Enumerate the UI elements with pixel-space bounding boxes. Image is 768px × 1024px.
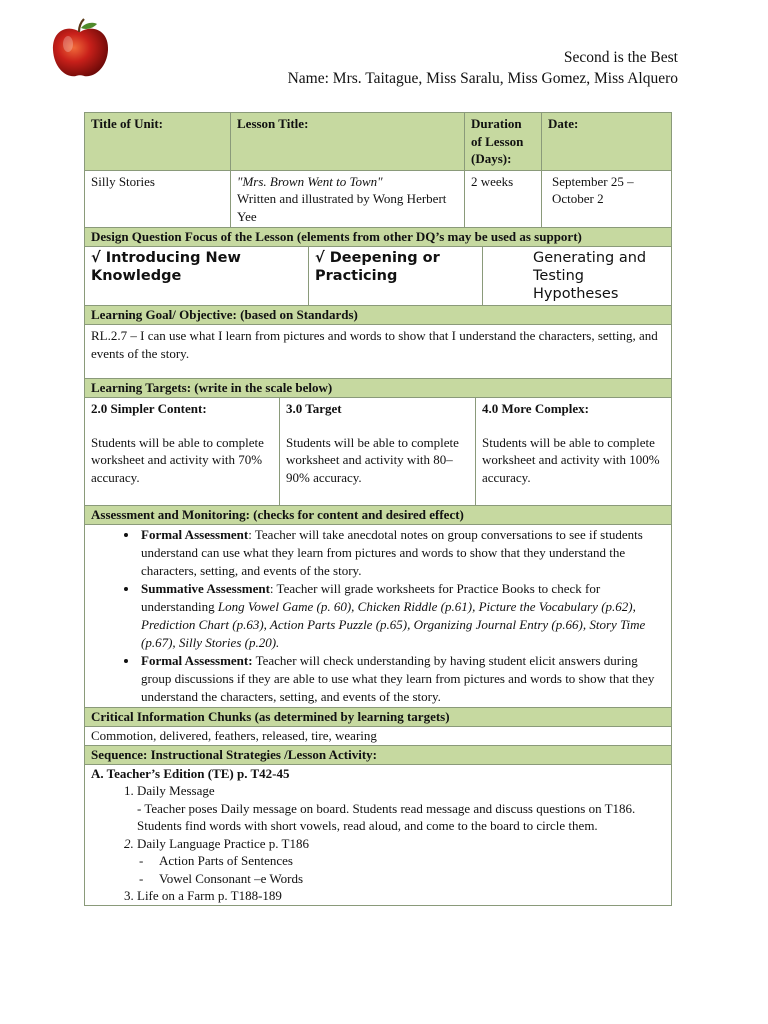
design-question-table xyxy=(84,228,672,306)
target-complex xyxy=(476,398,672,506)
header-names: Name: Mrs. Taitague, Miss Saralu, Miss Gomez, Miss Alquero xyxy=(287,70,678,87)
date-value: September 25 – October 2 xyxy=(542,170,672,228)
assessment-label: Formal Assessment xyxy=(141,527,249,542)
header-date: Date: xyxy=(542,113,672,171)
sequence-item-title: Daily Message xyxy=(137,783,215,798)
sequence-item xyxy=(137,835,665,888)
sequence-subitem-text: Action Parts of Sentences xyxy=(159,853,293,868)
assessment-item xyxy=(139,580,665,652)
critical-info-table xyxy=(84,708,672,746)
sequence-item xyxy=(137,782,665,835)
target-target-text: Students will be able to complete worksheet and activity with 80–90% accuracy. xyxy=(286,434,459,485)
duration-value: 2 weeks xyxy=(465,170,542,228)
assessment-table xyxy=(84,506,672,708)
lesson-title-cell xyxy=(231,170,465,228)
unit-table xyxy=(84,112,672,228)
learning-targets-table xyxy=(84,379,672,506)
sequence-subitem-text: Vowel Consonant –e Words xyxy=(159,870,303,886)
sequence-item-detail: - Teacher poses Daily message on board. Students read message and discuss questions on T186. Students find words with short vowels, read aloud, and come to the board to circle them. xyxy=(137,800,636,833)
apple-icon xyxy=(50,18,110,80)
assessment-text: : Teacher will grade worksheets for Practice Books to check for understanding xyxy=(141,581,601,614)
critical-info-text: Commotion, delivered, feathers, released, tire, wearing xyxy=(85,727,672,746)
assessment-worksheets: Long Vowel Game (p. 60), Chicken Riddle (p.61), Picture the Vocabulary (p.62), Prediction Chart (p.63), Action Parts Puzzle (p.65), Organizing Journal Entry (p.66), Story Time (p.67), Silly Stories (p.20). xyxy=(141,599,646,650)
target-simpler-title: 2.0 Simpler Content: xyxy=(91,401,207,416)
target-simpler-text: Students will be able to complete worksheet and activity with 70% accuracy. xyxy=(91,434,264,485)
assessment-item xyxy=(139,526,665,580)
sequence-list xyxy=(91,782,665,905)
dq-option-introducing: √ Introducing New Knowledge xyxy=(85,247,309,306)
assessment-text: Teacher will check understanding by having student elicit answers during group discussions if they are able to use what they learn from pictures and words to show that they understand the characters, setting, and events of the story. xyxy=(141,653,655,704)
header-lesson-title: Lesson Title: xyxy=(231,113,465,171)
assessment-body xyxy=(85,525,672,708)
assessment-label: Summative Assessment xyxy=(141,581,270,596)
learning-goal-table xyxy=(84,306,672,379)
critical-info-heading: Critical Information Chunks (as determined by learning targets) xyxy=(85,708,672,727)
sequence-subheading: A. Teacher’s Edition (TE) p. T42-45 xyxy=(91,765,290,781)
assessment-list xyxy=(91,526,665,706)
dq-option-deepening: √ Deepening or Practicing xyxy=(309,247,483,306)
target-target-title: 3.0 Target xyxy=(286,401,342,416)
sequence-item-title: Life on a Farm p. T188-189 xyxy=(137,888,282,903)
dq-option-generating: Generating and Testing Hypotheses xyxy=(483,247,672,306)
sequence-heading: Sequence: Instructional Strategies /Lesson Activity: xyxy=(85,746,672,765)
header-title: Second is the Best xyxy=(563,49,678,66)
header-title-of-unit: Title of Unit: xyxy=(85,113,231,171)
sequence-item-title: Daily Language Practice p. T186 xyxy=(137,835,309,851)
sequence-subitem: - Action Parts of Sentences xyxy=(139,853,293,868)
design-question-heading: Design Question Focus of the Lesson (elements from other DQ’s may be used as support) xyxy=(85,228,672,247)
learning-targets-heading: Learning Targets: (write in the scale below) xyxy=(85,379,672,398)
target-target xyxy=(280,398,476,506)
sequence-body xyxy=(85,764,672,905)
lesson-byline: Written and illustrated by Wong Herbert Yee xyxy=(237,191,447,224)
lesson-plan xyxy=(84,112,672,906)
learning-goal-heading: Learning Goal/ Objective: (based on Standards) xyxy=(85,306,672,325)
learning-goal-text: RL.2.7 – I can use what I learn from pictures and words to show that I understand the characters, setting, and events of the story. xyxy=(85,325,672,379)
assessment-heading: Assessment and Monitoring: (checks for content and desired effect) xyxy=(85,506,672,525)
assessment-item xyxy=(139,652,665,706)
target-complex-title: 4.0 More Complex: xyxy=(482,401,589,416)
header-duration: Duration of Lesson (Days): xyxy=(465,113,542,171)
sequence-table xyxy=(84,746,672,906)
unit-value: Silly Stories xyxy=(85,170,231,228)
lesson-title-value: "Mrs. Brown Went to Town" xyxy=(237,173,383,189)
sequence-item xyxy=(137,887,665,905)
assessment-label: Formal Assessment: xyxy=(141,653,253,668)
sequence-sublist xyxy=(137,852,665,887)
target-simpler xyxy=(85,398,280,506)
target-complex-text: Students will be able to complete worksheet and activity with 100% accuracy. xyxy=(482,434,660,485)
sequence-subitem: - Vowel Consonant –e Words xyxy=(139,870,303,886)
assessment-text: : Teacher will take anecdotal notes on group conversations to see if students understand can use what they learn from pictures and words to show that they understand the characters, setting, and events of the story. xyxy=(141,527,643,578)
